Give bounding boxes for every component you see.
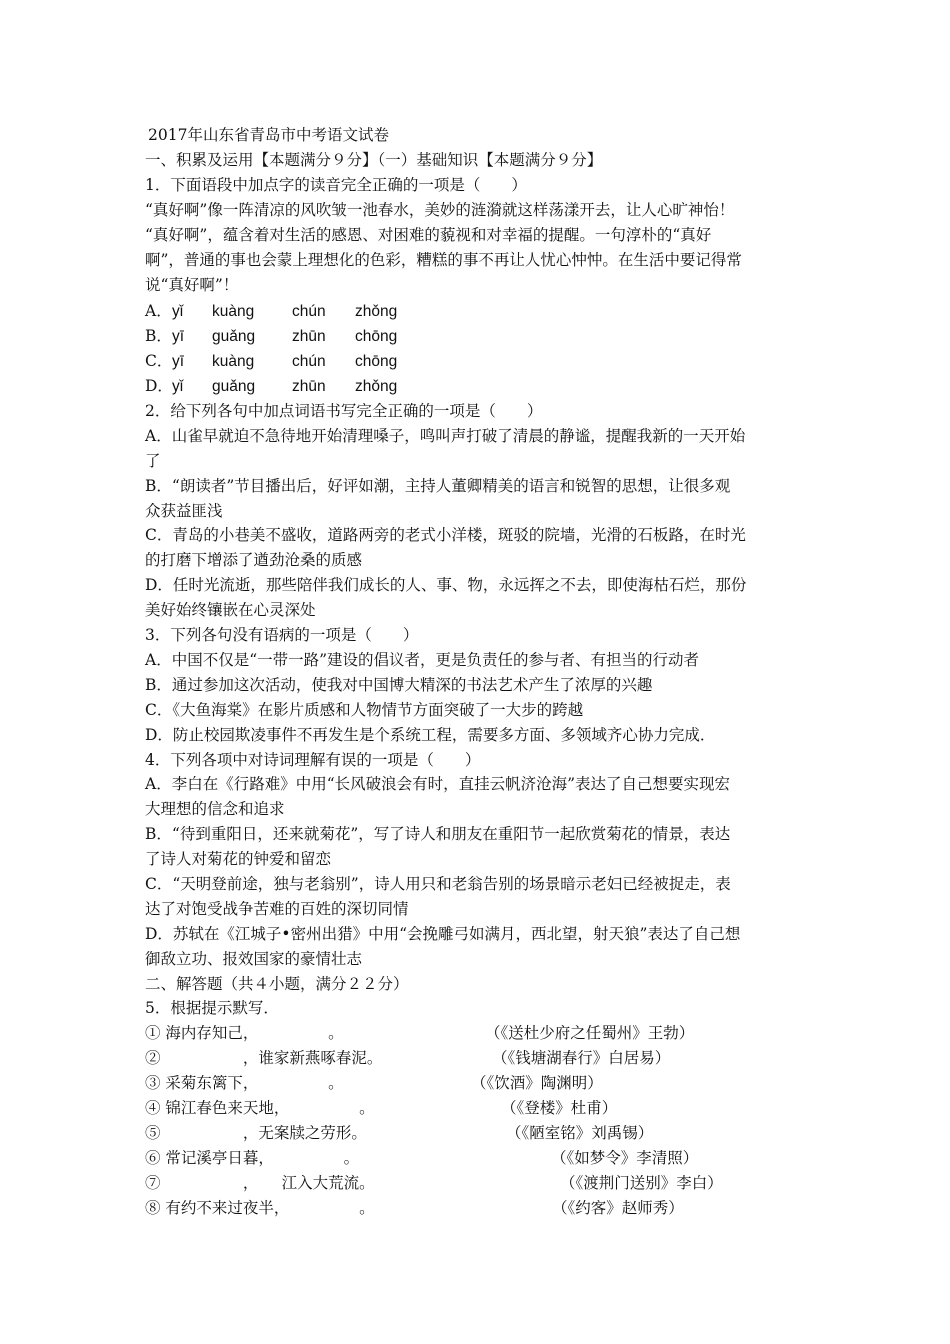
exam-title: 2017年山东省青岛市中考语文试卷 <box>148 126 389 144</box>
q4-option-c-cont: 达了对饱受战争苦难的百姓的深切同情 <box>145 900 409 918</box>
pinyin: zhǒng <box>355 378 398 395</box>
dictation-item-7: ⑦ ， 江入大荒流。 <box>145 1174 375 1192</box>
q2-option-b: B．“朗读者”节目播出后，好评如潮，主持人董卿精美的语言和锐智的思想，让很多观 <box>145 477 731 495</box>
question-5-stem: 5．根据提示默写． <box>145 999 279 1017</box>
option-label: A． <box>145 302 172 320</box>
q4-option-a-cont: 大理想的信念和追求 <box>145 800 285 818</box>
q1-option-b <box>145 325 397 348</box>
dictation-source-1: （《送杜少府之任蜀州》王勃） <box>485 1024 695 1042</box>
q2-option-d: D．任时光流逝，那些陪伴我们成长的人、事、物，永远挥之不去，即使海枯石烂，那份 <box>145 576 747 594</box>
pinyin: guǎng <box>212 378 256 395</box>
question-2-stem: 2．给下列各句中加点词语书写完全正确的一项是（ ） <box>145 402 543 420</box>
pinyin: zhūn <box>292 378 326 395</box>
q2-option-c: C．青岛的小巷美不盛收，道路两旁的老式小洋楼，斑驳的院墙，光滑的石板路，在时光 <box>145 526 746 544</box>
q2-option-a: A．山雀早就迫不急待地开始清理嗓子，鸣叫声打破了清晨的静谧，提醒我新的一天开始 <box>145 427 746 445</box>
dictation-source-7: （《渡荆门送别》李白） <box>560 1174 723 1192</box>
q1-option-c <box>145 350 397 373</box>
pinyin: chún <box>292 303 326 320</box>
q3-option-a: A．中国不仅是“一带一路”建设的倡议者，更是负责任的参与者、有担当的行动者 <box>145 651 700 669</box>
q4-option-b: B．“待到重阳日，还来就菊花”，写了诗人和朋友在重阳节一起欣赏菊花的情景，表达 <box>145 825 731 843</box>
dictation-item-3: ③ 采菊东篱下， 。 <box>145 1074 344 1092</box>
dictation-item-4: ④ 锦江春色来天地， 。 <box>145 1099 375 1117</box>
q4-option-a: A．李白在《行路难》中用“长风破浪会有时，直挂云帆济沧海”表达了自己想要实现宏 <box>145 775 731 793</box>
pinyin: yī <box>172 328 185 345</box>
pinyin: zhǒng <box>355 303 398 320</box>
pinyin: guǎng <box>212 328 256 345</box>
pinyin: chōng <box>355 328 398 345</box>
dictation-source-5: （《陋室铭》刘禹锡） <box>506 1124 654 1142</box>
dictation-source-8: （《约客》赵师秀） <box>552 1199 684 1217</box>
option-label: D． <box>145 377 173 395</box>
question-4-stem: 4．下列各项中对诗词理解有误的一项是（ ） <box>145 751 481 769</box>
dictation-item-5: ⑤ ，无案牍之劳形。 <box>145 1124 367 1142</box>
q3-option-b: B．通过参加这次活动，使我对中国博大精深的书法艺术产生了浓厚的兴趣 <box>145 676 653 694</box>
question-3-stem: 3．下列各句没有语病的一项是（ ） <box>145 626 419 644</box>
pinyin: kuàng <box>212 353 255 370</box>
q3-option-c: C．《大鱼海棠》在影片质感和人物情节方面突破了一大步的跨越 <box>145 701 584 719</box>
dictation-source-4: （《登楼》杜甫） <box>501 1099 618 1117</box>
q4-option-d: D．苏轼在《江城子•密州出猎》中用“会挽雕弓如满月，西北望，射天狼”表达了自己想 <box>145 925 741 943</box>
dictation-source-3: （《饮酒》陶渊明） <box>471 1074 603 1092</box>
section-1-heading: 一、积累及运用【本题满分９分】（一）基础知识【本题满分９分】 <box>145 151 603 169</box>
q4-option-b-cont: 了诗人对菊花的钟爱和留恋 <box>145 850 332 868</box>
dictation-item-6: ⑥ 常记溪亭日暮， 。 <box>145 1149 360 1167</box>
pinyin: zhūn <box>292 328 326 345</box>
q4-option-c: C．“天明登前途，独与老翁别”，诗人用只和老翁告别的场景暗示老妇已经被捉走，表 <box>145 875 731 893</box>
q1-passage-line: 说“真好啊”！ <box>145 276 239 294</box>
q1-option-a <box>145 300 397 323</box>
section-2-heading: 二、解答题（共４小题，满分２２分） <box>145 975 409 993</box>
q4-option-d-cont: 御敌立功、报效国家的豪情壮志 <box>145 950 363 968</box>
pinyin: yī <box>172 353 185 370</box>
q1-passage-line: 啊”，普通的事也会蒙上理想化的色彩，糟糕的事不再让人忧心忡忡。在生活中要记得常 <box>145 251 742 269</box>
dictation-item-1: ① 海内存知己， 。 <box>145 1024 344 1042</box>
pinyin: yǐ <box>172 378 184 395</box>
question-1-stem: 1．下面语段中加点字的读音完全正确的一项是（ ） <box>145 176 527 194</box>
pinyin: chún <box>292 353 326 370</box>
dictation-item-2: ② ，谁家新燕啄春泥。 <box>145 1049 383 1067</box>
pinyin: kuàng <box>212 303 255 320</box>
q1-passage-line: “真好啊”像一阵清凉的风吹皱一池春水，美妙的涟漪就这样荡漾开去，让人心旷神怡！ <box>145 201 735 219</box>
q2-option-a-cont: 了 <box>145 452 161 470</box>
q1-option-d <box>145 375 397 398</box>
pinyin: yǐ <box>172 303 184 320</box>
option-label: B． <box>145 327 172 345</box>
dictation-item-8: ⑧ 有约不来过夜半， 。 <box>145 1199 375 1217</box>
dictation-source-2: （《钱塘湖春行》白居易） <box>492 1049 671 1067</box>
q2-option-d-cont: 美好始终镶嵌在心灵深处 <box>145 601 316 619</box>
dictation-source-6: （《如梦令》李清照） <box>551 1149 699 1167</box>
q2-option-c-cont: 的打磨下增添了遒劲沧桑的质感 <box>145 551 363 569</box>
option-label: C． <box>145 352 173 370</box>
pinyin: chōng <box>355 353 398 370</box>
q1-passage-line: “真好啊”，蕴含着对生活的感恩、对困难的藐视和对幸福的提醒。一句淳朴的“真好 <box>145 226 712 244</box>
q2-option-b-cont: 众获益匪浅 <box>145 502 223 520</box>
q3-option-d: D．防止校园欺凌事件不再发生是个系统工程，需要多方面、多领域齐心协力完成． <box>145 726 716 744</box>
